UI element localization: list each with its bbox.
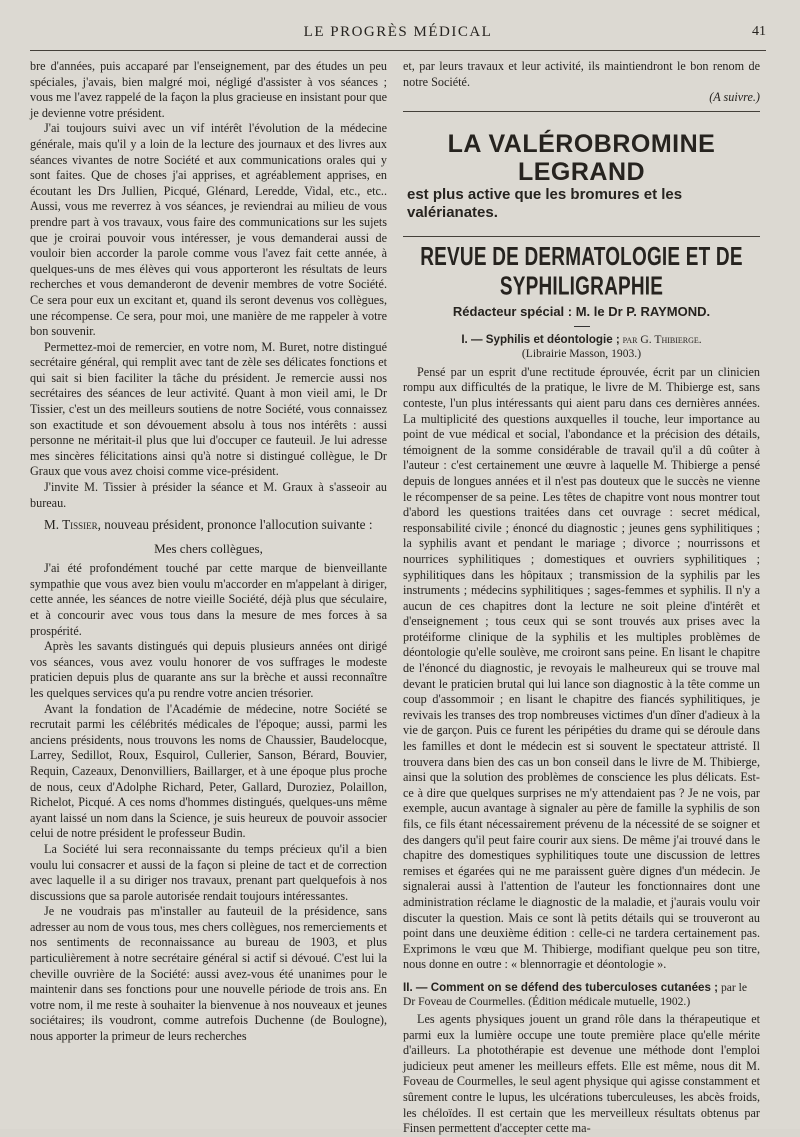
article-heading (403, 333, 760, 361)
article-text: Pensé par un esprit d'une rectitude éprouvée, écrit par un clinicien rompu aux difficultés de la pratique, le livre de M. Thibierge est, sans conteste, l'un plus intéressants qui aient paru dans ces dernières années. La multiplicité des questions auxquelles il touche, leur importance au point de vue médical et social, l'abondance et la précision des détails, témoignent de la somme considérable de travail qu'il a dû coûter à l'auteur : c'est certainement une œuvre à laquelle M. Thibierge a pensé depuis de longues années et il n'est pas douteux que le succès ne vienne le récompenser de sa peine. Les têtes de chapitre vont nous montrer tout d'abord les questions traitées dans cet ouvrage : secret médical, responsabilité civile ; énoncé du diagnostic ; jeunes gens syphilitiques ; la syphilis avant et pendant le mariage ; divorce ; nourrissons et nourrices syphilitiques ; domestiques et ouvriers syphilitiques ; syphilitiques dans les hôpitaux ; transmission de la syphilis par les instruments ; médecins syphilitiques ; sages-femmes et syphilis. Il n'y a aucun de ces chapitres dont la lecture ne soit pleine d'intérêt et d'enseignement ; tous ceux qui se sont trouvés aux prises avec la protéiforme clinique de la syphilis et les multiples problèmes de déontologie qu'elle soulève, me croiront sans peine. En lisant le chapitre de l'énoncé du diagnostic, je revoyais le malheureux qui se trouve mal devant le praticien brutal qui lui lance son diagnostic à la tête comme un coup d'assommoir ; en lisant le chapitre des fiancés syphilitiques, je revivais les transes des trop nombreuses victimes d'un dîner d'adieux à la vie de garçon. Puis ce furent les péripéties du drame qui se déroule dans les familles et dont le médecin est si souvent le spectateur attristé. Il trouvera dans bien des cas un bon conseil dans le livre de M. Thibierge, ainsi que la solution des problèmes de conscience les plus délicats. Est-ce à dire que quelques surprises ne m'y attendaient pas ? Je ne vois, par exemple, aucun avantage à signaler au père de famille la syphilis de son fils, ce fils étant nécessairement prévenu de la nécessité de se soigner et des dangers qu'il peut faire courir aux siens. De même j'ai trouvé dans le chapitre des domestiques syphilitiques toute une discussion de lettres remises et égarées qui ne me paraissent guère dignes d'un médecin. Je signalerai aussi à l'attention de l'auteur les fonctionnaires dont une administration réclame le diagnostic de la maladie, et j'aurais voulu voir discuter la question. Mais ce sont là petits détails qui se trouveront au point dans une deuxième édition : celle-ci ne tardera certainement pas. Exprimons le vœu que M. Thibierge, modifiant quelque peu son titre, nous donne en outre : « blennorragie et déontologie ». (403, 364, 760, 972)
divider (574, 326, 590, 327)
article-text: Les agents physiques jouent un grand rôle dans la thérapeutique et parmi eux la lumière occupe une toute première place qu'elle mérite d'ailleurs. La photothérapie est devenue une méthode dont l'emploi judicieux peut amener les meilleurs effets. Elle est même, nous dit M. Foveau de Courmelles, le seul agent physique qui agisse constamment et sûrement contre le lupus, les ulcérations tuberculeuses, les abcès froids, les chéloïdes. Il est certain que les merveilleux résultats obtenus par Finsen permettent d'accepter cette ma- (403, 1011, 760, 1136)
article-title: I. — Syphilis et déontologie ; (461, 332, 620, 346)
allocution-intro-text: nouveau président, prononce l'allocution suivante : (100, 517, 373, 533)
ad-title: LA VALÉROBROMINE LEGRAND (447, 129, 716, 186)
left-column (30, 59, 387, 1137)
right-column (403, 59, 760, 1137)
speaker-name: M. Tissier, (44, 517, 101, 533)
paragraph: Après les savants distingués qui depuis plusieurs années ont dirigé vos séances, vous avez voulu honorer de vos suffrages le modeste praticien depuis plus de quarante ans sur la brèche et aussi reconnaître les quelques services qu'a pu rendre votre ancien trésorier. (30, 639, 387, 700)
ad-subtitle: est plus active que les bromures et les valérianates. (407, 185, 683, 221)
journal-title: LE PROGRÈS MÉDICAL (303, 24, 493, 40)
paragraph: J'ai été profondément touché par cette marque de bienveillante sympathie que vous avez bien voulu m'accorder en m'appelant à diriger, cette année, les séances de notre vieille Société, déjà plus que séculaire, et à concourir avec vous tous dans la mesure de mes forces à sa prospérité. (30, 561, 387, 638)
review-title: REVUE DE DERMATOLOGIE ET DE SYPHILIGRAPHIE (420, 243, 743, 302)
article-author: par G. Thibierge. (619, 332, 702, 346)
paragraph: J'ai toujours suivi avec un vif intérêt l'évolution de la médecine générale, mais qu'il y a loin de la lecture des journaux et des livres aux séances vivantes de notre Société et aux communications orales qui y sont faites. Que de choses j'ai apprises, et agréablement apprises, en écoutant les Drs Jullien, Picqué, Glénard, Leredde, Vidal, etc., etc.. Aussi, vous me reverrez à vos séances, je reviendrai au milieu de vous prendre part à vos travaux, vous faire des communications sur les sujets que je croirai pouvoir vous intéresser, je vous demanderai aussi de vouloir bien accorder la parole comme vous l'avez fait cette année, à quelques-uns de mes élèves qui vous apporteront les résultats de leurs recherches et vous demanderont de devenir membres de votre Société. Ce sera pour eux un excitant et, quand ils seront devenus vos collègues, une récompense. Ce sera, pour moi, une manière de me rappeler à votre bon souvenir. (30, 121, 387, 339)
review-section (403, 243, 760, 1137)
paragraph: Avant la fondation de l'Académie de médecine, notre Société se recrutait parmi les célébrités médicales de l'époque; aussi, parmi les anciens présidents, nous trouvons les noms de Chaussier, Baudelocque, Larrey, Sedillot, Roux, Esquirol, Cullerier, Sanson, Bérard, Bouvier, Requin, Cazeaux, Denonvilliers, Baillarger, et à une époque plus proche de nous, ceux d'Adolphe Richard, Peter, Gallard, Duroziez, Polaillon, Richelot, Picqué. A ces noms d'hommes distingués, quelques-uns même ayant laissé un nom dans la Science, je suis heureux de pouvoir associer celui de notre président le professeur Budin. (30, 701, 387, 841)
header-rule (30, 50, 766, 51)
review-editor: Rédacteur spécial : M. le Dr P. RAYMOND. (452, 303, 711, 319)
continuation-block (403, 59, 760, 112)
paragraph: J'invite M. Tissier à présider la séance et M. Graux à s'asseoir au bureau. (30, 480, 387, 510)
paragraph: bre d'années, puis accaparé par l'enseignement, par des études un peu spéciales, j'avais, bien malgré moi, négligé d'assister à vos séances ; vous me l'avez rappelé de la façon la plus gracieuse en insistant pour que je devienne votre président. (30, 59, 387, 120)
advertisement (403, 120, 760, 237)
article-heading (403, 981, 760, 1009)
article-publisher: (Librairie Masson, 1903.) (521, 346, 642, 360)
continuation-text: et, par leurs travaux et leur activité, ils maintiendront le bon renom de notre Société. (403, 59, 760, 89)
page-number: 41 (752, 24, 766, 39)
paragraph: Permettez-moi de remercier, en votre nom, M. Buret, notre distingué secrétaire général, qui remplit avec tant de zèle ses délicates fonctions et qui sait si bien faciliter la tâche du président. Je remercie aussi nos secrétaires des séances de leur activité. Quant à mon vieil ami, le Dr Tissier, c'est un des meilleurs soutiens de notre Société, vous connaissez son exactitude et son dévouement absolu à tous nos intérêts : aussi personne ne méritait-il plus que lui d'occuper ce fauteuil. Je lui adresse mes sincères félicitations ainsi qu'à notre si distingué collègue, le Dr Graux que vous avez choisi comme vice-président. (30, 339, 387, 479)
allocution-intro (30, 517, 387, 533)
running-head (30, 24, 766, 44)
to-be-continued: (A suivre.) (709, 90, 760, 105)
article-title: II. — Comment on se défend des tuberculoses cutanées ; (403, 980, 719, 994)
paragraph: Je ne voudrais pas m'installer au fauteuil de la présidence, sans adresser au nom de vous tous, mes chers collègues, nos remerciements et nos sentiments de reconnaissance au bureau de 1903, et plus particulièrement à notre secrétaire général si actif si dévoué. C'est lui la cheville ouvrière de la Société: aussi avez-vous été unanimes pour le maintenir dans ses fonctions pour une nouvelle période de trois ans. En votre nom, il me reste à souhaiter la bienvenue à nos nouveaux et jeunes sociétaires; ils voudront, comme autrefois Duchenne (de Boulogne), nous apporter la primeur de leurs recherches (30, 904, 387, 1044)
paragraph: La Société lui sera reconnaissante du temps précieux qu'il a bien voulu lui consacrer et aussi de la façon si pleine de tact et de correction avec laquelle il a su diriger nos travaux, prenant part quelquefois à nos discussions que sa parole autorisée rendait toujours intéressantes. (30, 841, 387, 903)
salutation: Mes chers collègues, (154, 541, 263, 557)
two-column-body (30, 59, 766, 1137)
article-author: par le Dr Foveau de Courmelles. (Édition médicale mutuelle, 1902.) (403, 980, 748, 1008)
